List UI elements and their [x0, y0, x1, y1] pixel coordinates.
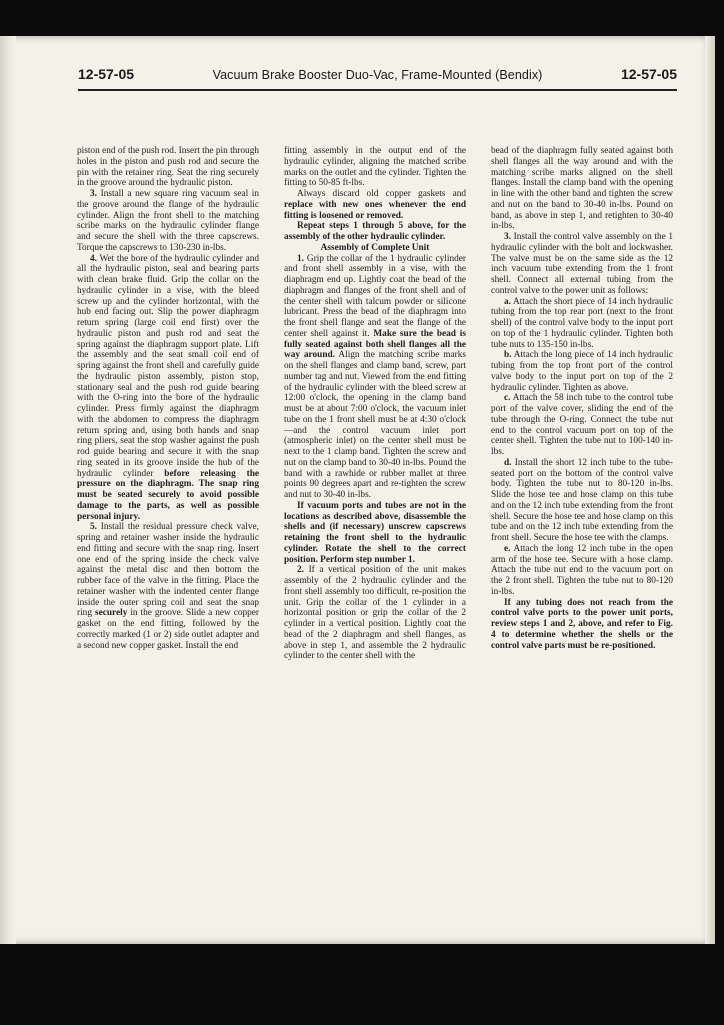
paragraph — [284, 146, 466, 189]
step-number: c. — [504, 393, 511, 404]
step-number: a. — [504, 296, 511, 307]
paragraph-text: Wet the bore of the hydraulic cylinder and all the hydraulic piston, seal and bearing parts with clean brake fluid. Grip the collar on the hydraulic cylinder in a vise, with the bleed screw up and the cylinder horizontal, with the hub end facing out. Slip the power diaphragm return spring (large coil end first) over the hydraulic piston and push rod and seat the spring against the diaphragm support plate. Lift the assembly and the seat small coil end of spring against the front shell and carefully guide the hydraulic piston assembly, piston stop, stationary seal and the push rod guide bearing with the O-ring into the bore of the hydraulic cylinder. Press firmly against the diaphragm with the abdomen to compress the diaphragm return spring and, using both hands and snap ring pliers, seat the stop washer against the push rod guide bearing and secure it with the snap ring seated in its groove inside the hub of the hydraulic cylinder — [77, 253, 259, 479]
column-left — [77, 146, 259, 662]
step-paragraph — [284, 254, 466, 501]
step-paragraph — [491, 544, 673, 598]
page-header — [78, 66, 677, 88]
step-paragraph — [77, 189, 259, 254]
step-paragraph — [491, 393, 673, 458]
paragraph-text: Install the residual pressure check valve, spring and retainer washer inside the hydraulic end fitting and secure with the snap ring. Insert one end of the spring inside the check valve against the metal disc and then bottom the rubber face of the valve in the fitting. Place the retainer washer with the indented center flange inside the outer spring coil and seat the snap ring — [77, 522, 259, 619]
paragraph-text: Install a new square ring vacuum seal in the groove around the flange of the hydraulic cylinder. Align the front shell to the matching scribe marks on the hydraulic cylinder flange and secure the shell with the three capscrews. Torque the capscrews to 130-230 in-lbs. — [77, 189, 259, 253]
step-number: d. — [504, 457, 512, 468]
page-title: Vacuum Brake Booster Duo-Vac, Frame-Mounted (Bendix) — [212, 68, 543, 82]
column-right — [491, 146, 673, 662]
paragraph-text: Install the short 12 inch tube to the tube-seated port on the bottom of the control valve body. Tighten the tube nut to 80-120 in-lbs. Slide the hose tee and hose clamp on this tube and on the 12 inch tube extending from the front shell. Secure the hose tee and hose clamp on this tube and on the 12 inch tube extending from the front shell. Secure the hose tee with the clamps. — [491, 457, 673, 543]
step-number: 2. — [297, 565, 304, 576]
step-number: b. — [504, 350, 512, 361]
step-number: 5. — [90, 522, 97, 533]
paragraph-text: Attach the 58 inch tube to the control tube port of the valve cover, sliding the end of the tube through the O-ring. Connect the tube nut end to the control vacuum port on top of the center shell. Tighten the tube nut to 100-140 in-lbs. — [491, 393, 673, 457]
paragraph-text: Attach the short piece of 14 inch hydraulic tubing from the top rear port (next to the front shell) of the control valve body to the input port on top of the 1 hydraulic cylinder. Tighten both tube nuts to 135-150 in-lbs. — [491, 296, 673, 350]
paragraph-text: Grip the collar of the 1 hydraulic cylinder and front shell assembly in a vise, with the diaphragm end up. Lightly coat the bead of the diaphragm and flanges of the front shell and of the center shell with talcum powder or silicone lubricant. Press the bead of the diaphragm into the front shell flange and seat the flange of the center shell against it. — [284, 253, 466, 339]
paragraph-text: Attach the long 12 inch tube in the open arm of the hose tee. Secure with a hose clamp. Attach the tube nut end to the vacuum port on the 2 front shell. Tighten the tube nut to 80-120 in-lbs. — [491, 543, 674, 597]
paragraph-text: fitting assembly in the output end of the hydraulic cylinder, aligning the matched scribe marks on the outlet and the cylinder. Tighten the fitting to 50-85 ft-lbs. — [284, 146, 466, 189]
step-paragraph — [491, 297, 673, 351]
paragraph — [284, 189, 466, 221]
step-number: 3. — [504, 232, 511, 242]
step-paragraph — [491, 232, 673, 297]
page-number-right: 12-57-05 — [620, 66, 677, 82]
step-paragraph — [77, 254, 259, 523]
bold-paragraph: If any tubing does not reach from the control valve ports to the power unit ports, review steps 1 and 2, above, and refer to Fig. 4 to determine whether the shells or the control valve parts must be re-positioned. — [491, 597, 673, 651]
step-number: e. — [504, 543, 511, 554]
page-edge — [705, 36, 715, 944]
paragraph-text: Attach the long piece of 14 inch hydraulic tubing from the top front port of the control valve body to the input port on top of the 2 hydraulic cylinder. Tighten as above. — [491, 350, 673, 393]
paragraph — [491, 146, 673, 232]
page-number-left: 12-57-05 — [78, 66, 135, 82]
page-binding — [0, 36, 16, 944]
step-paragraph — [491, 458, 673, 544]
emphasis-text: Make sure the bead is fully seated against both shell flanges all the way around. — [284, 328, 466, 361]
paragraph-text: If a vertical position of the unit makes assembly of the 2 hydraulic cylinder and the front shell assembly too difficult, re-position the unit. Grip the collar of the 1 cylinder in a horizontal position or grip the collar of the 2 cylinder in a vertical position. Lightly coat the bead of the 2 diaphragm and shell flanges, as above in step 1, and assemble the 2 hydraulic cylinder to the center shell with the — [284, 565, 466, 662]
step-number: 1. — [297, 253, 304, 264]
paragraph-text-continued: in the groove. Slide a new copper gasket on the end fitting, followed by the correctly marked (1 or 2) side outlet adapter and a second new copper gasket. Install the end — [77, 608, 260, 651]
bold-paragraph: Repeat steps 1 through 5 above, for the assembly of the other hydraulic cylinder. — [284, 221, 466, 242]
paragraph-text-continued: Align the matching scribe marks on the shell flanges and clamp band, screw, part number tag and nut. Viewed from the end fitting of the hydraulic cylinder with the bleed screw at 12:00 o'clock, the opening in the clamp band must be at about 7:00 o'clock, the vacuum inlet tube on the 1 front shell must be at 4:30 o'clock—and the control vacuum inlet port (atmospheric inlet) on the center shell must be next to the 1 clamp band. Tighten the screw and nut on the clamp band to 30-40 in-lbs. Pound the band with a rawhide or rubber mallet at three points 90 degrees apart and re-tighten the screw and nut to 30-40 in-lbs. — [284, 350, 466, 500]
paragraph-text: Install the control valve assembly on the 1 hydraulic cylinder with the bolt and lockwasher. The valve must be on the same side as the 12 inch vacuum tube extending from the 1 front shell. Connect all external tubing from the control valve to the power unit as follows: — [491, 232, 673, 296]
paragraph-text: piston end of the push rod. Insert the pin through holes in the piston and push rod and secure the pin with the retainer ring. Seat the ring securely in the groove around the hydraulic piston. — [77, 146, 259, 189]
column-middle — [284, 146, 466, 662]
text-columns — [77, 146, 673, 662]
paragraph — [77, 146, 259, 189]
step-paragraph — [491, 350, 673, 393]
paragraph-text: Always discard old copper gaskets and — [297, 189, 466, 199]
section-heading: Assembly of Complete Unit — [320, 242, 430, 253]
step-paragraph — [284, 565, 466, 662]
step-paragraph — [77, 522, 259, 651]
bold-paragraph: If vacuum ports and tubes are not in the locations as described above, disassemble the shells and (if necessary) unscrew capscrews retaining the front shell to the hydraulic cylinder. Rotate the shell to the correct position. Perform step number 1. — [284, 500, 466, 565]
manual-page — [0, 36, 715, 944]
emphasis-text: replace with new ones whenever the end fitting is loosened or removed. — [284, 199, 466, 221]
header-rule — [78, 89, 677, 91]
step-number: 4. — [90, 253, 97, 264]
paragraph-text: bead of the diaphragm fully seated against both shell flanges all the way around and with the matching scribe marks aligned on the shell flanges. Install the clamp band with the opening in line with the other band and tighten the screw and nut on the band to 30-40 in-lbs. Pound on band, as above in step 1, and retighten to 30-40 in-lbs. — [491, 146, 673, 232]
step-number: 3. — [90, 189, 97, 199]
emphasis-text: securely — [94, 608, 128, 619]
emphasis-text: before releasing the pressure on the diaphragm. The snap ring must be seated securely to avoid possible damage to the parts, as well as possible personal injury. — [77, 468, 259, 522]
